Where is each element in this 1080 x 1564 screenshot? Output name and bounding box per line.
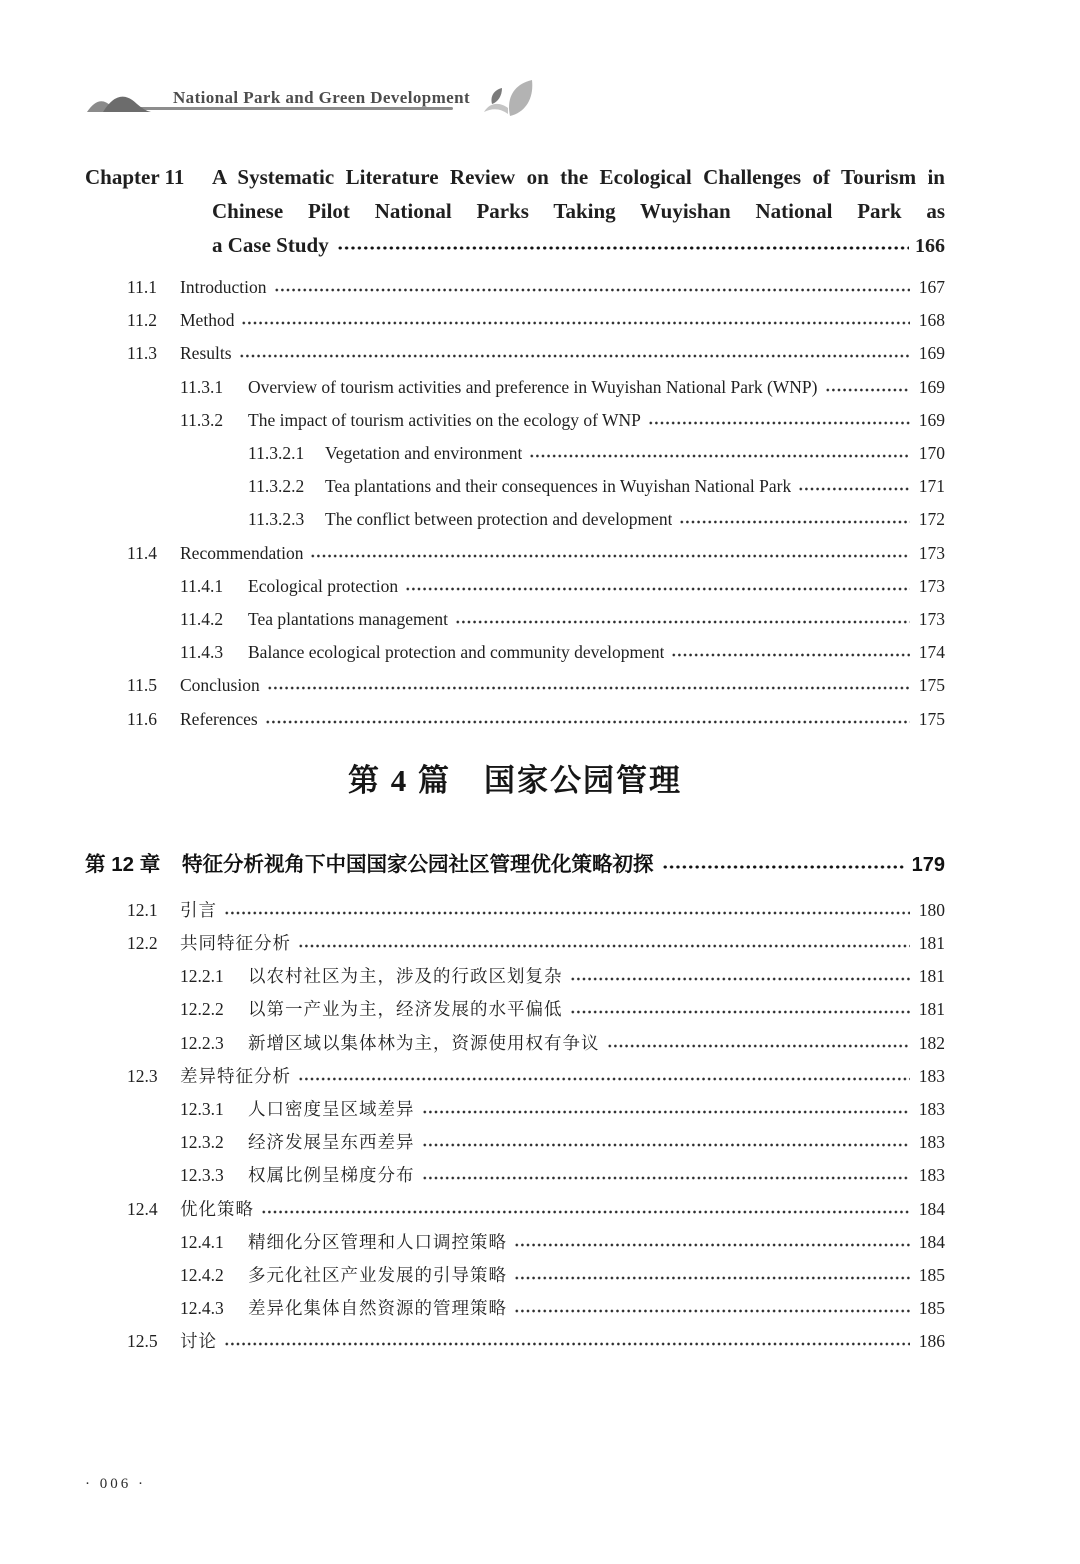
toc-entry bbox=[85, 470, 945, 503]
toc-entry-number: 12.5 bbox=[127, 1331, 158, 1352]
toc-entry-label: Tea plantations and their consequences in Wuyishan National Park bbox=[325, 476, 792, 497]
dot-leader bbox=[298, 927, 910, 960]
toc-entry-label: Method bbox=[180, 310, 235, 331]
toc-entry-page: 182 bbox=[918, 1032, 945, 1053]
toc-entry-number: 12.3 bbox=[127, 1065, 158, 1086]
toc-entry-number: 11.2 bbox=[127, 310, 157, 331]
toc-entry-number: 12.2.1 bbox=[180, 966, 224, 987]
dot-leader bbox=[310, 537, 910, 570]
dot-leader bbox=[529, 437, 910, 470]
toc-entry-number: 12.3.3 bbox=[180, 1165, 224, 1186]
toc-entry-number: 11.1 bbox=[127, 277, 157, 297]
toc-entry-number: 12.3.1 bbox=[180, 1099, 224, 1120]
toc-entry-label: Overview of tourism activities and preference in Wuyishan National Park (WNP) bbox=[248, 376, 818, 397]
toc-entry-label: 差异特征分析 bbox=[180, 1065, 291, 1086]
chapter-11-title-line3: a Case Study bbox=[212, 233, 329, 257]
dot-leader bbox=[422, 1126, 911, 1159]
toc-entry-number: 11.6 bbox=[127, 708, 157, 729]
toc-entry-label: Ecological protection bbox=[248, 575, 399, 596]
toc-entry-label: Recommendation bbox=[180, 542, 304, 563]
toc-entry-number: 11.4.1 bbox=[180, 575, 224, 596]
toc-entry-page: 175 bbox=[918, 708, 945, 729]
toc-entry-page: 169 bbox=[918, 376, 945, 397]
toc-entry-page: 171 bbox=[918, 476, 945, 497]
toc-entry bbox=[85, 503, 945, 536]
dot-leader bbox=[405, 570, 910, 603]
toc-entry-label: 多元化社区产业发展的引导策略 bbox=[248, 1265, 507, 1286]
toc-entry-label: 共同特征分析 bbox=[180, 933, 291, 954]
page-number: · 006 · bbox=[85, 1476, 146, 1492]
toc-entry-label: 权属比例呈梯度分布 bbox=[248, 1165, 415, 1186]
toc-entry-number: 11.3.1 bbox=[180, 376, 224, 397]
page-header bbox=[85, 78, 945, 118]
toc-entry-label: Introduction bbox=[180, 277, 267, 297]
chapter-12-page: 179 bbox=[911, 853, 945, 876]
dot-leader bbox=[422, 1159, 911, 1192]
chapter-11-page: 166 bbox=[915, 235, 945, 257]
toc-chinese-list bbox=[85, 894, 945, 1359]
toc-entry-page: 169 bbox=[918, 409, 945, 430]
toc-entry-page: 183 bbox=[918, 1165, 945, 1186]
dot-leader bbox=[662, 848, 906, 882]
toc-entry-label: 讨论 bbox=[180, 1331, 217, 1352]
brand-title: National Park and Green Development bbox=[173, 88, 471, 107]
dot-leader bbox=[267, 669, 910, 702]
toc-entry-page: 184 bbox=[918, 1231, 945, 1252]
toc-entry-number: 11.3 bbox=[127, 343, 157, 364]
toc-entry-number: 11.3.2.3 bbox=[248, 509, 305, 530]
dot-leader bbox=[607, 1027, 911, 1060]
toc-entry-page: 183 bbox=[918, 1132, 945, 1153]
toc-entry-label: 新增区域以集体林为主，资源使用权有争议 bbox=[248, 1032, 600, 1053]
dot-leader bbox=[671, 636, 910, 669]
toc-entry-page: 173 bbox=[918, 575, 945, 596]
toc-entry bbox=[85, 1093, 945, 1126]
toc-entry bbox=[85, 1325, 945, 1358]
toc-entry-page: 183 bbox=[918, 1065, 945, 1086]
dot-leader bbox=[224, 1325, 910, 1358]
toc-entry-label: Vegetation and environment bbox=[325, 443, 523, 464]
toc-entry bbox=[85, 371, 945, 404]
toc-entry-page: 169 bbox=[918, 343, 945, 364]
toc-entry bbox=[85, 404, 945, 437]
toc-entry-number: 12.1 bbox=[127, 899, 158, 920]
toc-entry bbox=[85, 1292, 945, 1325]
dot-leader bbox=[261, 1193, 910, 1226]
toc-entry bbox=[85, 1027, 945, 1060]
leaf-icon bbox=[480, 78, 538, 118]
chapter-11-label: Chapter 11 bbox=[85, 165, 185, 189]
toc-entry-label: 差异化集体自然资源的管理策略 bbox=[248, 1298, 507, 1319]
toc-entry bbox=[85, 894, 945, 927]
toc-english-list bbox=[85, 271, 945, 736]
toc-entry-page: 183 bbox=[918, 1099, 945, 1120]
toc-entry-page: 167 bbox=[918, 277, 945, 297]
toc-entry-page: 168 bbox=[918, 310, 945, 331]
toc-entry bbox=[85, 1259, 945, 1292]
toc-entry-number: 12.3.2 bbox=[180, 1132, 224, 1153]
toc-entry bbox=[85, 570, 945, 603]
part-4-heading: 第 4 篇 国家公园管理 bbox=[348, 762, 682, 798]
toc-entry-page: 172 bbox=[918, 509, 945, 530]
toc-entry-label: References bbox=[180, 708, 258, 729]
dot-leader bbox=[241, 304, 910, 337]
toc-entry bbox=[85, 993, 945, 1026]
toc-entry bbox=[85, 1226, 945, 1259]
toc-entry-number: 11.4 bbox=[127, 542, 157, 563]
toc-entry bbox=[85, 703, 945, 736]
toc-entry-number: 11.3.2.1 bbox=[248, 443, 305, 464]
dot-leader bbox=[679, 503, 910, 536]
dot-leader bbox=[239, 337, 910, 370]
toc-entry-label: Results bbox=[180, 343, 232, 364]
dot-leader bbox=[455, 603, 910, 636]
dot-leader bbox=[798, 470, 910, 503]
toc-entry-label: Tea plantations management bbox=[248, 609, 448, 630]
toc-entry-number: 12.4.2 bbox=[180, 1265, 224, 1286]
dot-leader bbox=[224, 894, 910, 927]
dot-leader bbox=[648, 404, 910, 437]
toc-entry-page: 185 bbox=[918, 1298, 945, 1319]
toc-entry bbox=[85, 304, 945, 337]
toc-entry-page: 170 bbox=[918, 443, 945, 464]
toc-entry-number: 11.4.3 bbox=[180, 642, 224, 663]
toc-entry bbox=[85, 1159, 945, 1192]
toc-entry-number: 11.4.2 bbox=[180, 609, 224, 630]
toc-entry bbox=[85, 603, 945, 636]
dot-leader bbox=[337, 228, 909, 263]
toc-entry-page: 184 bbox=[918, 1198, 945, 1219]
toc-entry-label: 以农村社区为主，涉及的行政区划复杂 bbox=[248, 966, 563, 987]
toc-entry-label: The impact of tourism activities on the ecology of WNP bbox=[248, 409, 641, 430]
toc-entry-number: 12.2.3 bbox=[180, 1032, 224, 1053]
toc-entry-label: 优化策略 bbox=[180, 1198, 254, 1219]
toc-entry-page: 174 bbox=[918, 642, 945, 663]
toc-entry bbox=[85, 537, 945, 570]
dot-leader bbox=[265, 703, 910, 736]
toc-entry-number: 12.4 bbox=[127, 1198, 158, 1219]
toc-entry bbox=[85, 271, 945, 304]
toc-entry-number: 12.2 bbox=[127, 933, 158, 954]
toc-entry-page: 180 bbox=[918, 899, 945, 920]
toc-entry bbox=[85, 1060, 945, 1093]
toc-entry-page: 173 bbox=[918, 542, 945, 563]
toc-entry-page: 181 bbox=[918, 999, 945, 1020]
toc-entry-page: 181 bbox=[918, 966, 945, 987]
dot-leader bbox=[514, 1259, 910, 1292]
toc-entry bbox=[85, 927, 945, 960]
toc-entry-number: 12.4.3 bbox=[180, 1298, 224, 1319]
chapter-11-title-line2: Chinese Pilot National Parks Taking Wuyishan National Park as bbox=[212, 199, 945, 223]
toc-entry-label: The conflict between protection and development bbox=[325, 509, 673, 530]
dot-leader bbox=[422, 1093, 911, 1126]
toc-page bbox=[0, 78, 1080, 1359]
chapter-12-label: 第 12 章 bbox=[85, 852, 161, 876]
dot-leader bbox=[274, 271, 910, 304]
chapter-11-title-line1: A Systematic Literature Review on the Ecological Challenges of Tourism in bbox=[212, 165, 945, 189]
dot-leader bbox=[514, 1226, 910, 1259]
toc-entry bbox=[85, 337, 945, 370]
dot-leader bbox=[825, 371, 911, 404]
toc-entry-page: 181 bbox=[918, 933, 945, 954]
toc-entry bbox=[85, 960, 945, 993]
toc-entry-page: 175 bbox=[918, 675, 945, 696]
toc-entry-number: 11.5 bbox=[127, 675, 157, 696]
toc-entry-label: 引言 bbox=[180, 899, 217, 920]
mountains-icon bbox=[85, 82, 163, 114]
toc-entry-label: 以第一产业为主，经济发展的水平偏低 bbox=[248, 999, 563, 1020]
toc-entry-page: 173 bbox=[918, 609, 945, 630]
chapter-11-heading bbox=[85, 160, 945, 263]
toc-entry-page: 185 bbox=[918, 1265, 945, 1286]
dot-leader bbox=[570, 993, 911, 1026]
toc-entry-number: 12.2.2 bbox=[180, 999, 224, 1020]
toc-entry-label: 精细化分区管理和人口调控策略 bbox=[248, 1231, 507, 1252]
toc-entry-number: 11.3.2.2 bbox=[248, 476, 305, 497]
dot-leader bbox=[514, 1292, 910, 1325]
toc-entry bbox=[85, 1126, 945, 1159]
chapter-12-title: 特征分析视角下中国国家公园社区管理优化策略初探 bbox=[182, 852, 654, 876]
dot-leader bbox=[298, 1060, 910, 1093]
toc-entry-number: 12.4.1 bbox=[180, 1231, 224, 1252]
toc-entry-label: 经济发展呈东西差异 bbox=[248, 1132, 415, 1153]
toc-entry-label: Balance ecological protection and community development bbox=[248, 642, 665, 663]
toc-entry-page: 186 bbox=[918, 1331, 945, 1352]
chapter-12-heading bbox=[85, 848, 945, 882]
toc-entry-label: Conclusion bbox=[180, 675, 260, 696]
toc-entry bbox=[85, 636, 945, 669]
dot-leader bbox=[570, 960, 911, 993]
toc-entry bbox=[85, 437, 945, 470]
toc-entry bbox=[85, 669, 945, 702]
toc-entry bbox=[85, 1193, 945, 1226]
toc-entry-label: 人口密度呈区域差异 bbox=[248, 1099, 415, 1120]
toc-entry-number: 11.3.2 bbox=[180, 409, 224, 430]
